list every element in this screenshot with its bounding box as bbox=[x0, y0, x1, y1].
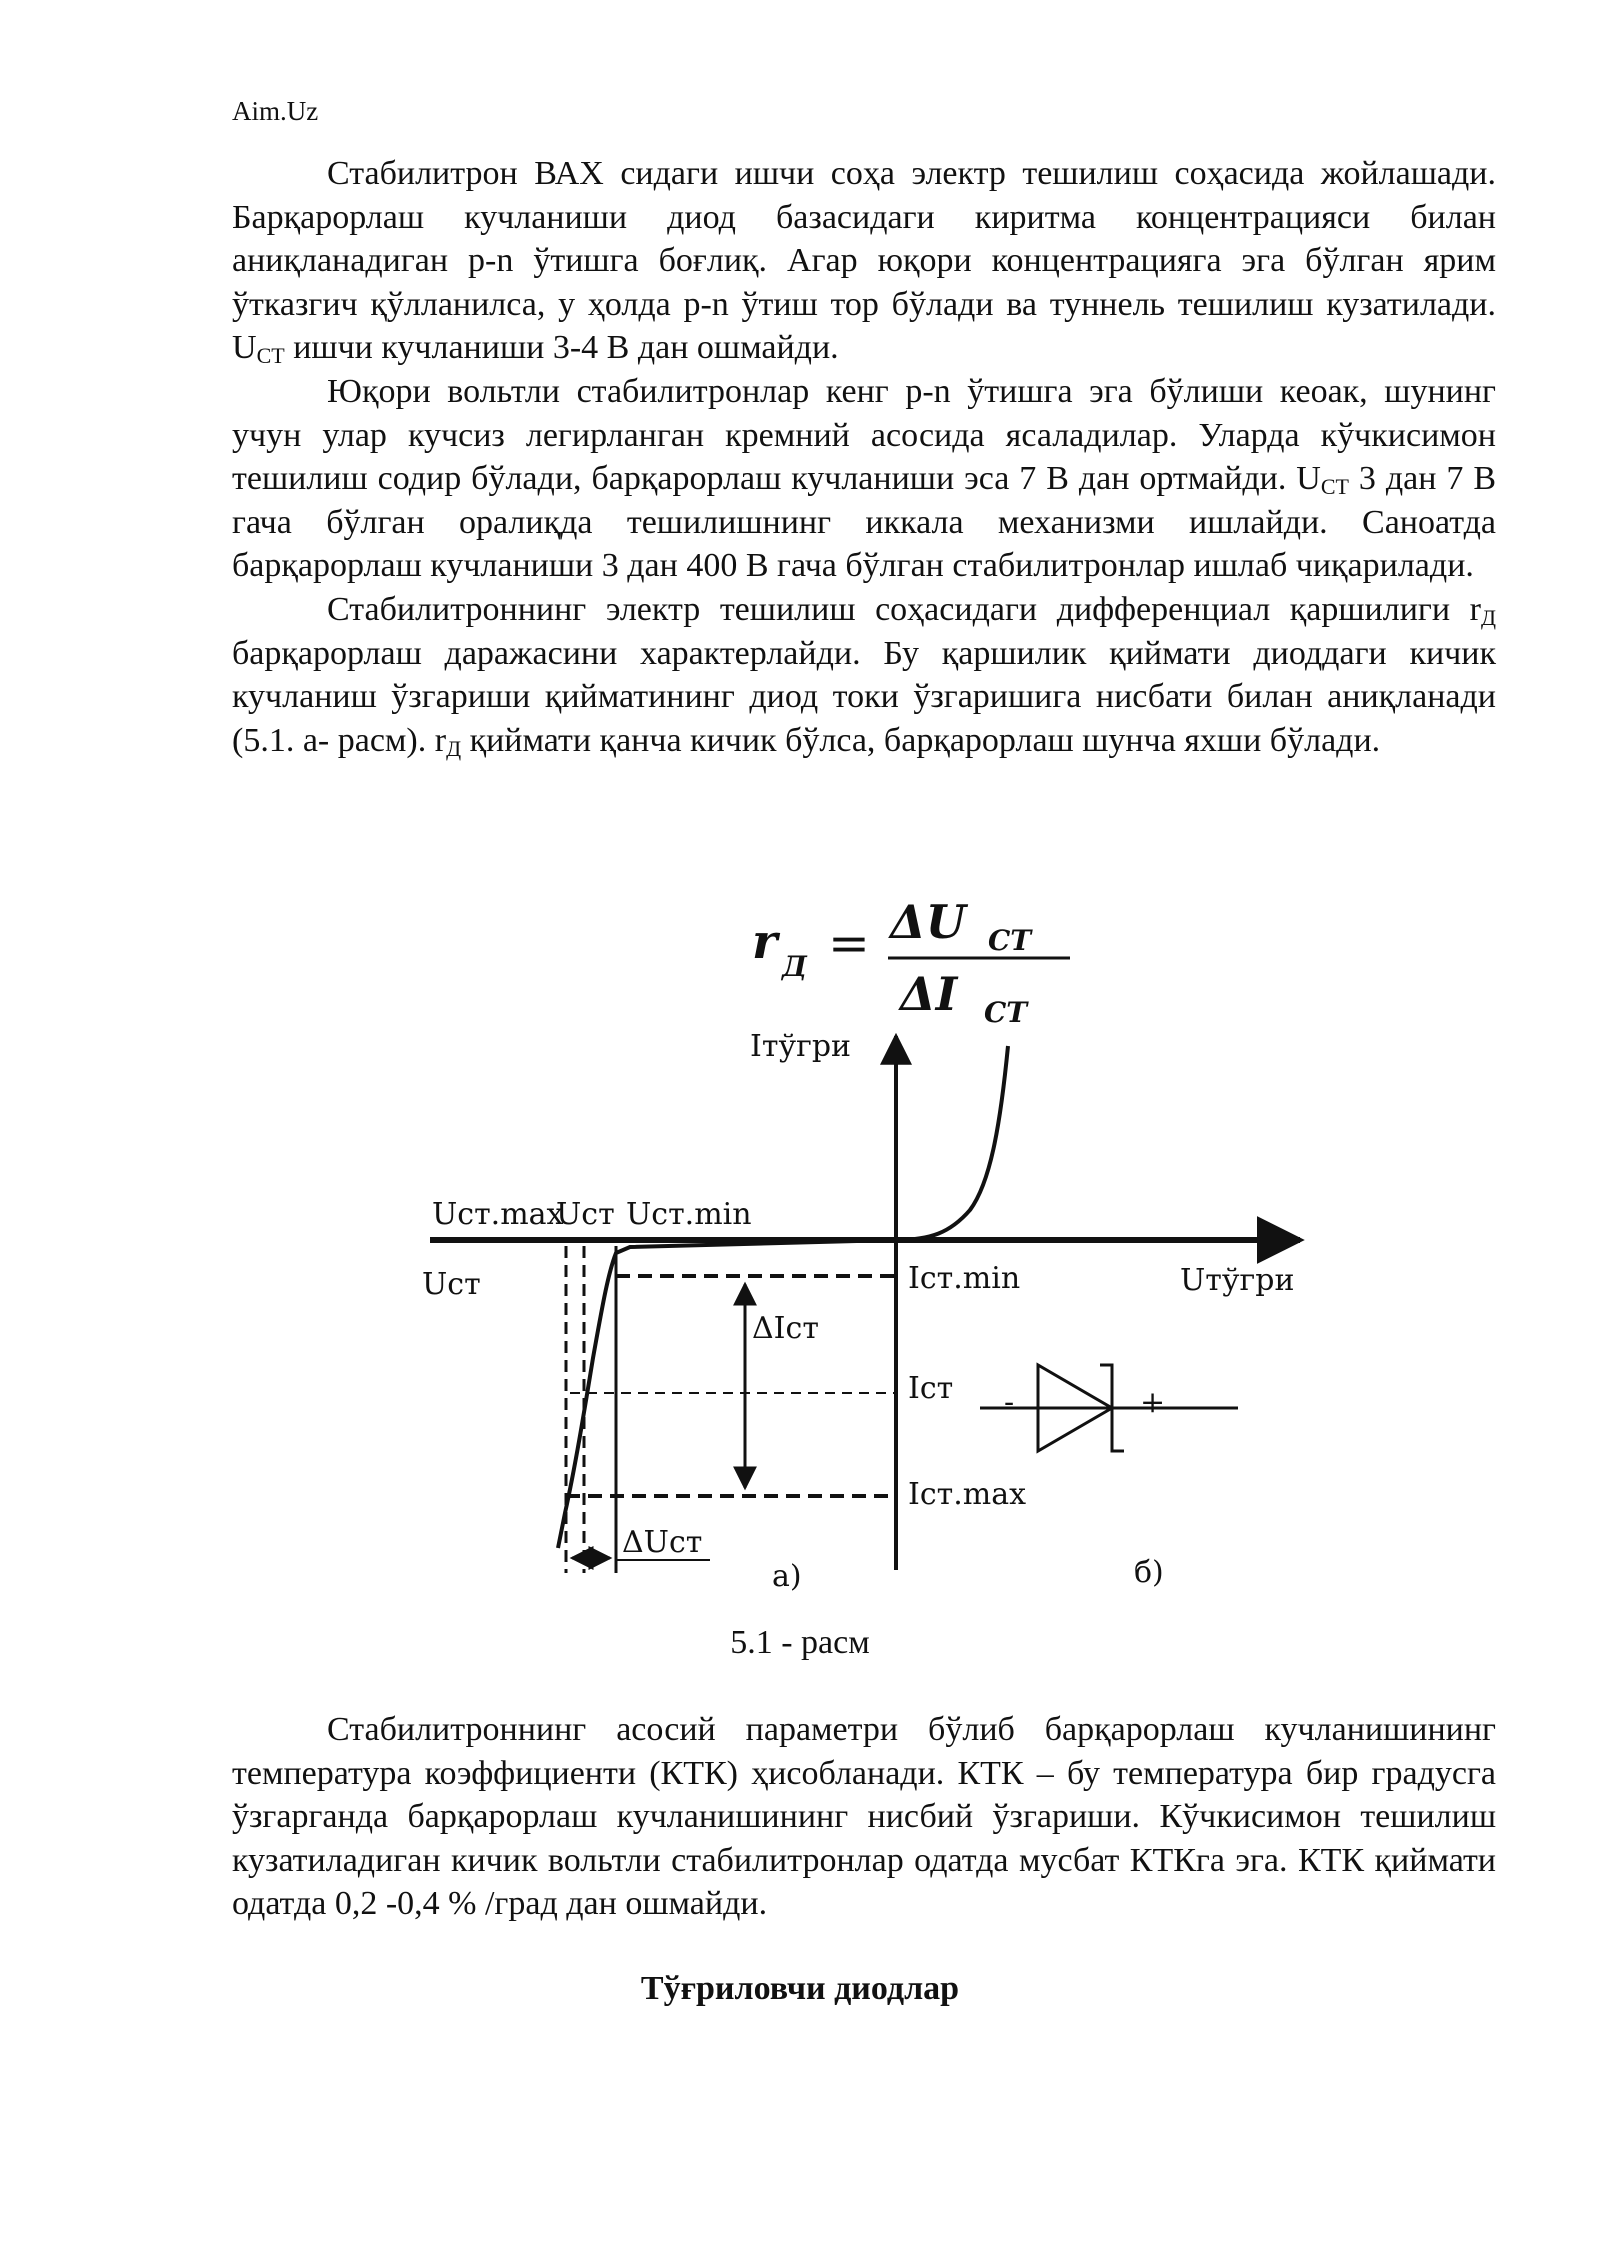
paragraph-1-text: Стабилитрон ВАХ сидаги ишчи соҳа электр тешилиш соҳасида жойлашади. Барқарорлаш кучланиши диод базасидаги киритма концентрацияси билан аниқланадиган p-n ўтишга боғлиқ. Агар юқори концентрацияга эга бўлган ярим ўтказгич қўлланилса, у ҳолда p-n ўтиш тор бўлади ва туннель тешилиш кузатилади. U bbox=[232, 155, 1496, 367]
figure-label-a: а) bbox=[772, 1559, 802, 1594]
i-st-max-label: Iст.max bbox=[908, 1477, 1027, 1512]
u-st-min-label: Uст.min bbox=[626, 1197, 752, 1232]
u-st-label: Uст bbox=[556, 1197, 615, 1232]
paragraph-3 bbox=[232, 588, 1496, 762]
diode-plus-sign: + bbox=[1140, 1385, 1166, 1420]
i-st-min-label: Iст.min bbox=[908, 1261, 1021, 1296]
paragraph-4: Стабилитроннинг асосий параметри бўлиб барқарорлаш кучланишининг температура коэффициенти (КТК) ҳисобланади. КТК – бу температура бир градусга ўзгарганда барқарорлаш кучланишининг нисбий ўзгариши. Кўчкисимон тешилиш кузатиладиган кичик вольтли стабилитронлар одатда мусбат КТКга эга. КТК қиймати одатда 0,2 -0,4 % /град дан ошмайди. bbox=[232, 1711, 1496, 1923]
subscript-d: Д bbox=[1480, 604, 1496, 630]
subscript-d: Д bbox=[446, 735, 462, 761]
diode-minus-sign: - bbox=[1004, 1385, 1015, 1420]
delta-i-st-label: ΔIст bbox=[752, 1311, 819, 1346]
paragraph-1-end: ишчи кучланиши 3-4 В дан ошмайди. bbox=[293, 329, 839, 367]
formula-lhs: r bbox=[752, 914, 778, 970]
delta-u-st-label: ΔUст bbox=[622, 1525, 703, 1560]
section-heading: Тўғриловчи диодлар bbox=[640, 1970, 960, 2007]
paragraph-3-text: Стабилитроннинг электр тешилиш соҳасидаги дифференциал қаршилиги r bbox=[327, 590, 1481, 628]
formula-equals: = bbox=[828, 914, 870, 972]
formula-numerator: ΔU bbox=[890, 895, 966, 949]
formula-numerator-subscript: СТ bbox=[988, 924, 1032, 957]
paragraph-3-end: қиймати қанча кичик бўлса, барқарорлаш шунча яхши бўлади. bbox=[469, 721, 1381, 759]
site-header: Aim.Uz bbox=[232, 96, 319, 126]
paragraph-2-text: Юқори вольтли стабилитронлар кенг p-n ўтишга эга бўлиши кеоак, шунинг учун улар кучсиз легирланган кремний асосида ясаладилар. Уларда кўчкисимон тешилиш содир бўлади, барқарорлаш кучланиши эса 7 В дан ортмайди. U bbox=[232, 372, 1496, 498]
differential-resistance-formula bbox=[748, 880, 1078, 1030]
paragraph-2 bbox=[232, 370, 1496, 588]
figure-label-b: б) bbox=[1134, 1555, 1164, 1590]
formula-denominator-subscript: СТ bbox=[984, 996, 1028, 1029]
formula-denominator: ΔI bbox=[900, 967, 958, 1021]
paragraph-3-middle: барқарорлаш даражасини характерлайди. Бу қаршилик қиймати диоддаги кичик кучланиш ўзгариши қийматининг диод токи ўзгаришига нисбати билан аниқланади (5.1. а- расм). r bbox=[232, 634, 1496, 759]
y-axis-label: Iтўгри bbox=[750, 1029, 852, 1064]
subscript-st: СТ bbox=[256, 343, 285, 369]
u-st-left-label: Uст bbox=[422, 1267, 481, 1302]
forward-current-curve bbox=[896, 1046, 1008, 1240]
subscript-st: СТ bbox=[1320, 474, 1349, 500]
paragraph-2-end: 3 дан 7 В гача бўлган оралиқда тешилишнинг иккала механизми ишлайди. Саноатда барқарорлаш кучланиши 3 дан 400 В гача бўлган стабилитронлар ишлаб чиқарилади. bbox=[232, 460, 1497, 585]
x-axis-label: Uтўгри bbox=[1180, 1263, 1295, 1298]
paragraph-1 bbox=[232, 152, 1496, 370]
u-st-max-label: Uст.max bbox=[432, 1197, 564, 1232]
i-st-label: Iст bbox=[908, 1371, 954, 1406]
body-text-bottom bbox=[232, 1708, 1496, 1926]
body-text-top bbox=[232, 152, 1496, 762]
zener-diode-iv-figure bbox=[400, 1028, 1320, 1628]
figure-caption: 5.1 - расм bbox=[730, 1624, 870, 1661]
formula-lhs-subscript: Д bbox=[782, 950, 807, 983]
